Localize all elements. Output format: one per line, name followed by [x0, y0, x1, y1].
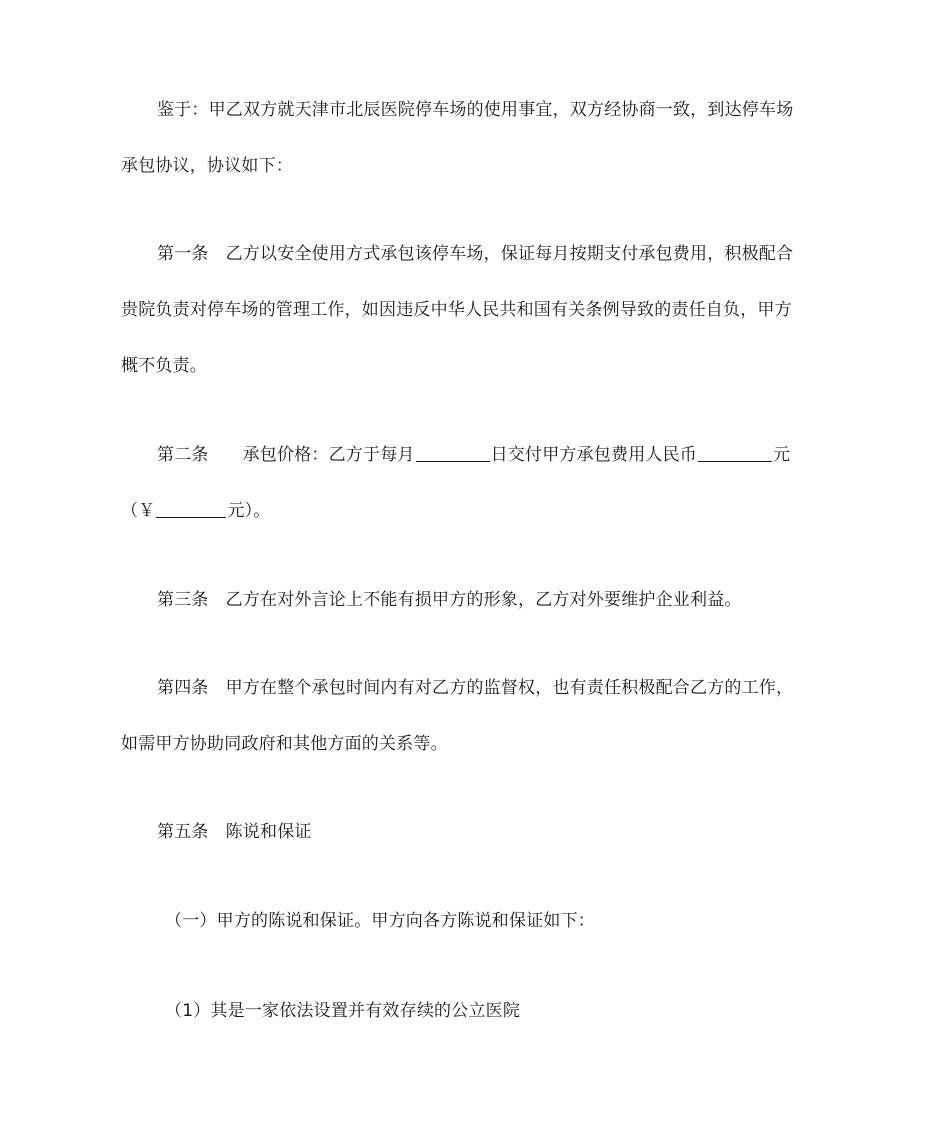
article-3-heading: 第三条 — [157, 590, 209, 610]
article-2-text-a: 承包价格：乙方于每月 — [242, 445, 415, 465]
article-2-text-c: 元 — [773, 445, 791, 465]
article-5-item-1 — [165, 999, 520, 1023]
article-5-title: 陈说和保证 — [225, 822, 312, 842]
intro-line-1 — [157, 98, 793, 122]
article-2-yuan-suffix: 元）。 — [227, 501, 271, 521]
article-1-text-3: 概不负责。 — [121, 356, 207, 376]
article-3-line-1 — [157, 588, 742, 612]
article-5-sub-1 — [165, 909, 595, 933]
amount-blank — [698, 443, 772, 462]
article-5-line-1 — [157, 820, 312, 844]
article-4-text-1: 甲方在整个承包时间内有对乙方的监督权，也有责任积极配合乙方的工作， — [225, 678, 794, 698]
article-4-line-2 — [121, 732, 448, 756]
article-1-line-2 — [121, 298, 792, 322]
amount-figure-blank — [156, 499, 226, 518]
article-5-sub-1-text: （一）甲方的陈说和保证。甲方向各方陈说和保证如下： — [165, 911, 595, 931]
article-2-yuan-prefix: （￥ — [121, 501, 156, 521]
article-5-heading: 第五条 — [157, 822, 209, 842]
article-2-text-b: 日交付甲方承包费用人民币 — [490, 445, 698, 465]
article-1-text-1: 乙方以安全使用方式承包该停车场，保证每月按期支付承包费用，积极配合 — [225, 244, 794, 264]
intro-text-2: 承包协议，协议如下： — [121, 156, 293, 176]
article-1-text-2: 贵院负责对停车场的管理工作，如因违反中华人民共和国有关条例导致的责任自负，甲方 — [121, 300, 792, 320]
article-4-line-1 — [157, 676, 793, 700]
article-4-heading: 第四条 — [157, 678, 209, 698]
article-5-item-1-text: （1）其是一家依法设置并有效存续的公立医院 — [165, 1001, 521, 1021]
article-4-text-2: 如需甲方协助同政府和其他方面的关系等。 — [121, 734, 448, 754]
article-1-line-3 — [121, 354, 207, 378]
article-2-heading: 第二条 — [157, 445, 209, 465]
intro-text-1: 鉴于：甲乙双方就天津市北辰医院停车场的使用事宜，双方经协商一致，到达停车场 — [157, 100, 794, 120]
article-2-line-2 — [121, 499, 271, 523]
intro-line-2 — [121, 154, 293, 178]
day-blank — [416, 443, 490, 462]
article-1-line-1 — [157, 242, 793, 266]
article-2-line-1 — [157, 443, 790, 467]
article-1-heading: 第一条 — [157, 244, 209, 264]
article-3-text-1: 乙方在对外言论上不能有损甲方的形象，乙方对外要维护企业利益。 — [225, 590, 742, 610]
